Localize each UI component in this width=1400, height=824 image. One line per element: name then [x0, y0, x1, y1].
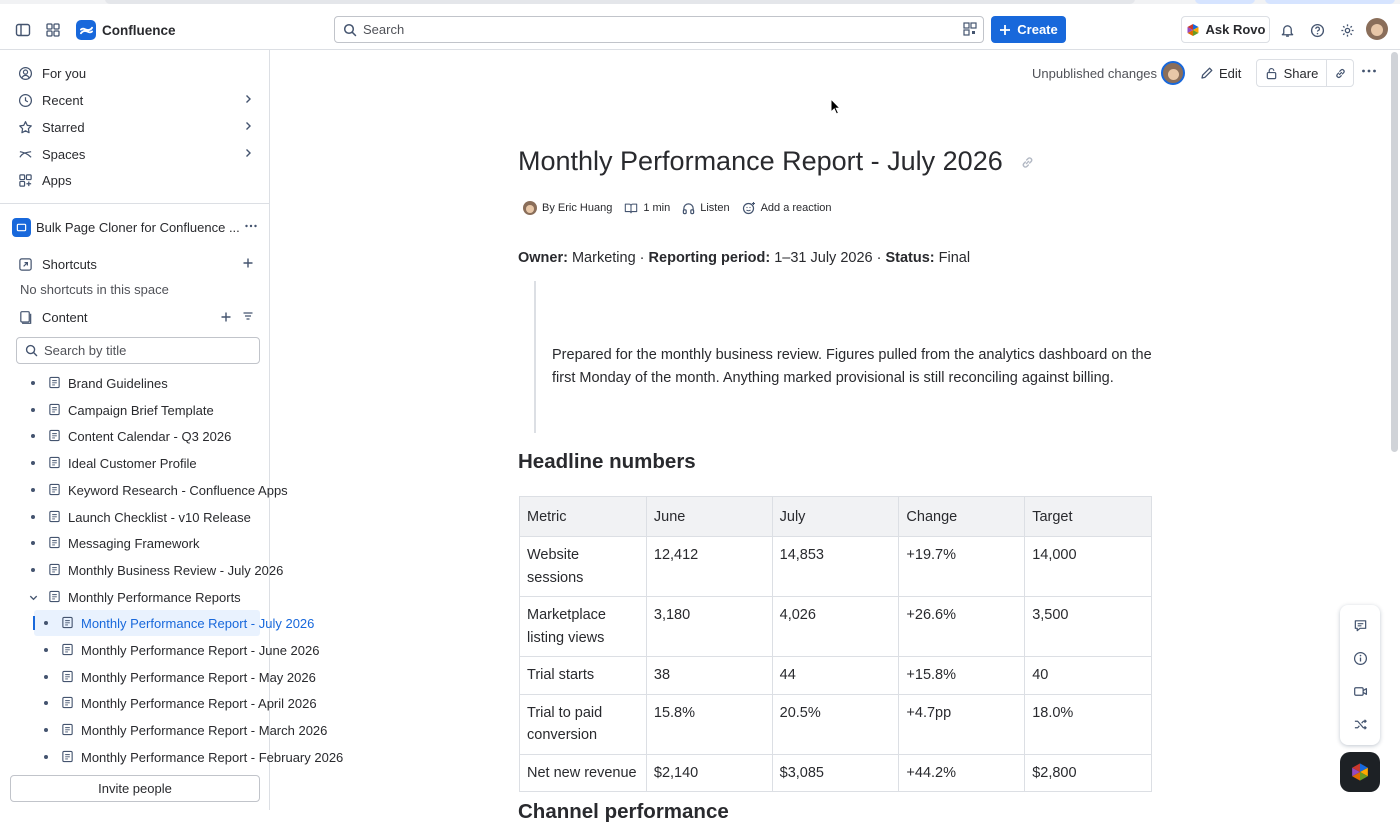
page-icon [48, 429, 61, 445]
sidebar-tree-item[interactable] [0, 397, 260, 423]
table-cell: 4,026 [772, 597, 899, 657]
table-cell: Trial starts [520, 657, 647, 695]
tree-item-label: Monthly Performance Report - July 2026 [81, 616, 315, 632]
table-cell: 20.5% [772, 694, 899, 754]
tree-bullet [44, 728, 48, 732]
video-icon[interactable] [1350, 681, 1370, 701]
page-icon [48, 536, 61, 552]
sidebar-item-apps[interactable] [8, 167, 258, 193]
page-icon [61, 750, 74, 766]
table-row [520, 657, 1152, 695]
table-cell: $3,085 [772, 754, 899, 792]
table-cell: 14,000 [1025, 537, 1152, 597]
table-header-cell: Target [1025, 497, 1152, 537]
read-time [624, 202, 670, 215]
browser-tab-strip [0, 0, 1400, 4]
blockquote [534, 281, 1154, 433]
sidebar-tree-item[interactable] [0, 504, 260, 530]
page-icon [48, 456, 61, 472]
tree-bullet [31, 461, 35, 465]
lock-open-icon [1265, 67, 1278, 80]
tree-item-label: Campaign Brief Template [68, 402, 214, 418]
sidebar-tree-item[interactable] [0, 370, 260, 396]
table-cell: 3,500 [1025, 597, 1152, 657]
page-icon [61, 723, 74, 739]
table-body [520, 537, 1152, 792]
section-heading-channel: Channel performance [518, 800, 729, 823]
table-row [520, 537, 1152, 597]
chevron-right-icon[interactable] [242, 120, 254, 132]
page-icon [48, 510, 61, 526]
sidebar-toggle-icon[interactable] [12, 19, 34, 41]
filter-scan-icon[interactable] [963, 22, 977, 36]
top-navigation [0, 10, 1400, 50]
share-label: Share [1283, 65, 1319, 81]
more-options-icon[interactable] [244, 219, 258, 233]
app-switcher-icon[interactable] [42, 19, 64, 41]
period-key: Reporting period: [648, 250, 771, 266]
filter-icon[interactable] [242, 310, 254, 322]
table-cell: 14,853 [772, 537, 899, 597]
table-row [520, 754, 1152, 792]
editor-avatar[interactable] [1161, 61, 1185, 85]
invite-people-button[interactable]: Invite people [10, 775, 260, 802]
table-cell: 18.0% [1025, 694, 1152, 754]
read-time-text: 1 min [643, 202, 671, 214]
browser-tab-pill [1265, 0, 1395, 4]
add-content-plus-icon[interactable] [220, 311, 232, 323]
page-icon [48, 376, 61, 392]
tree-item-label: Ideal Customer Profile [68, 456, 197, 472]
tree-bullet [44, 648, 48, 652]
create-button[interactable] [991, 16, 1066, 43]
tree-item-label: Monthly Performance Report - April 2026 [81, 696, 317, 712]
period-value: 1–31 July 2026 · [770, 250, 886, 266]
tree-item-label: Content Calendar - Q3 2026 [68, 429, 232, 445]
sidebar-tree-child-item[interactable] [0, 744, 344, 770]
table-cell: Trial to paid conversion [520, 694, 647, 754]
more-actions-icon[interactable] [1361, 63, 1377, 79]
tree-bullet [44, 755, 48, 759]
sidebar-item-label: Apps [42, 172, 72, 188]
page-icon [61, 670, 74, 686]
browser-tab-pill [1195, 0, 1255, 4]
comments-icon[interactable] [1350, 615, 1370, 635]
search-icon [343, 23, 357, 37]
sidebar-item-starred[interactable] [8, 114, 258, 140]
tree-item-label: Keyword Research - Confluence Apps [68, 482, 288, 498]
page-icon [61, 696, 74, 712]
person-circle-icon [14, 66, 36, 81]
confluence-logo[interactable] [76, 19, 176, 41]
sidebar-item-recent[interactable] [8, 87, 258, 113]
space-header[interactable] [12, 216, 260, 238]
sidebar-tree-item[interactable] [0, 477, 288, 503]
tree-bullet [44, 621, 48, 625]
sidebar-tree-child-item[interactable] [0, 690, 317, 716]
status-value: Final [934, 250, 971, 266]
tree-bullet [44, 701, 48, 705]
listen-text: Listen [700, 202, 730, 214]
chevron-right-icon[interactable] [242, 93, 254, 105]
table-row [520, 694, 1152, 754]
table-cell: +15.8% [899, 657, 1025, 695]
pencil-icon [1200, 66, 1214, 80]
tree-item-label: Monthly Business Review - July 2026 [68, 562, 284, 578]
no-shortcuts-text: No shortcuts in this space [20, 282, 169, 297]
browser-address-pill [105, 0, 1135, 4]
author-byline[interactable] [523, 201, 612, 215]
title-link-icon[interactable] [1020, 155, 1035, 170]
tree-bullet [31, 408, 35, 412]
link-icon [1334, 67, 1347, 80]
search-input[interactable] [363, 22, 943, 37]
sidebar-item-content[interactable] [8, 304, 258, 330]
table-cell: Marketplace listing views [520, 597, 647, 657]
tree-item-label: Monthly Performance Report - May 2026 [81, 669, 316, 685]
tree-bullet [31, 488, 35, 492]
sidebar-tree-item[interactable] [0, 423, 260, 449]
sidebar-item-label: Spaces [42, 146, 86, 162]
tree-bullet [31, 515, 35, 519]
tree-bullet [31, 541, 35, 545]
mouse-cursor-icon [830, 98, 842, 115]
app-name: Confluence [102, 22, 176, 38]
table-cell: +4.7pp [899, 694, 1025, 754]
table-cell: +19.7% [899, 537, 1025, 597]
active-indicator [33, 616, 35, 630]
tree-item-label: Monthly Performance Reports [68, 589, 241, 605]
tree-bullet [44, 675, 48, 679]
page-title-text: Monthly Performance Report - July 2026 [518, 146, 1003, 176]
sidebar-item-shortcuts[interactable] [8, 251, 258, 277]
global-search[interactable] [334, 16, 984, 43]
quote-text: Prepared for the monthly business review. Figures pulled from the analytics dashboard on the first Monday of the month. Anything marked provisional is still reconciling against billing. [552, 347, 1152, 386]
table-cell: 12,412 [646, 537, 772, 597]
tree-item-label: Brand Guidelines [68, 376, 168, 391]
author-avatar [523, 201, 537, 215]
confluence-logo-icon [76, 20, 96, 40]
sidebar-item-label: Starred [42, 119, 85, 135]
chevron-down-icon[interactable] [28, 592, 39, 603]
shuffle-icon[interactable] [1350, 714, 1370, 734]
content-pages-icon [14, 310, 36, 325]
smiley-add-icon [742, 201, 756, 215]
table-cell: Net new revenue [520, 754, 647, 792]
table-row [520, 597, 1152, 657]
page-icon [48, 590, 61, 606]
sidebar-tree-child-item[interactable] [0, 717, 328, 743]
page-metadata-line [518, 250, 970, 266]
search-by-title[interactable] [16, 337, 260, 364]
table-header-cell: June [646, 497, 772, 537]
create-label: Create [1017, 22, 1058, 37]
plus-icon [999, 24, 1011, 36]
shortcuts-link-icon [14, 257, 36, 272]
settings-gear-icon[interactable] [1336, 19, 1358, 41]
page-icon [61, 643, 74, 659]
side-tools-panel [1340, 605, 1380, 745]
search-by-title-input[interactable] [44, 343, 244, 358]
edit-label: Edit [1219, 65, 1242, 81]
tree-bullet [31, 568, 35, 572]
rovo-icon [1350, 762, 1370, 782]
sidebar-tree-item[interactable] [0, 450, 260, 476]
sidebar-item-label: For you [42, 65, 87, 81]
table-cell: Website sessions [520, 537, 647, 597]
table-cell: $2,800 [1025, 754, 1152, 792]
tree-item-label: Messaging Framework [68, 536, 200, 552]
tree-item-label: Monthly Performance Report - June 2026 [81, 643, 320, 658]
headphones-icon [682, 202, 695, 215]
chevron-right-icon[interactable] [242, 147, 254, 159]
space-name: Bulk Page Cloner for Confluence ... [36, 219, 240, 235]
search-icon [25, 344, 38, 357]
page-icon [48, 483, 61, 499]
sidebar [0, 50, 344, 810]
author-name: By Eric Huang [542, 202, 613, 214]
apps-icon [14, 173, 36, 188]
page-icon [48, 403, 61, 419]
table-cell: 3,180 [646, 597, 772, 657]
add-shortcut-plus-icon[interactable] [242, 257, 254, 269]
owner-key: Owner: [518, 250, 568, 266]
add-reaction-button[interactable] [742, 201, 832, 215]
share-group [1256, 59, 1354, 87]
user-avatar[interactable] [1366, 18, 1388, 40]
sidebar-tree-child-item[interactable] [0, 664, 316, 690]
page-icon [61, 616, 74, 632]
ask-rovo-button[interactable] [1181, 16, 1270, 43]
help-icon[interactable] [1306, 19, 1328, 41]
table-cell: 40 [1025, 657, 1152, 695]
tree-bullet [31, 381, 35, 385]
page-content [271, 50, 1400, 823]
book-icon [624, 202, 638, 215]
sidebar-item-for-you[interactable] [8, 60, 258, 86]
table-cell: 38 [646, 657, 772, 695]
rovo-chat-button[interactable] [1340, 752, 1380, 792]
table-cell: +26.6% [899, 597, 1025, 657]
edit-button[interactable] [1200, 61, 1246, 85]
divider [0, 203, 270, 204]
sidebar-tree-item[interactable] [0, 584, 260, 610]
table-header-cell: Metric [520, 497, 647, 537]
rovo-icon [1186, 23, 1200, 37]
sidebar-item-label: Recent [42, 92, 84, 108]
copy-link-button[interactable] [1327, 60, 1353, 86]
unpublished-changes-label[interactable]: Unpublished changes [1032, 66, 1158, 81]
add-reaction-text: Add a reaction [760, 202, 832, 214]
shortcuts-label: Shortcuts [42, 256, 97, 272]
page-scrollbar[interactable] [1391, 52, 1398, 452]
tree-item-label: Launch Checklist - v10 Release [68, 509, 251, 525]
headline-metrics-table [519, 496, 1152, 792]
table-header-cell: July [772, 497, 899, 537]
notifications-bell-icon[interactable] [1276, 19, 1298, 41]
sidebar-tree-child-item[interactable] [0, 637, 320, 663]
tree-item-label: Monthly Performance Report - February 2026 [81, 749, 344, 765]
clock-icon [14, 93, 36, 108]
share-button[interactable] [1257, 60, 1327, 86]
listen-button[interactable] [682, 202, 729, 215]
page-icon [48, 563, 61, 579]
space-icon [12, 218, 31, 237]
sidebar-tree-item[interactable] [0, 530, 260, 556]
tree-item-label: Monthly Performance Report - March 2026 [81, 723, 328, 739]
table-header-row [520, 497, 1152, 537]
section-heading-headline: Headline numbers [518, 450, 696, 473]
info-icon[interactable] [1350, 648, 1370, 668]
table-cell: $2,140 [646, 754, 772, 792]
table-cell: +44.2% [899, 754, 1025, 792]
tree-bullet [31, 434, 35, 438]
content-label: Content [42, 309, 88, 325]
ask-rovo-label: Ask Rovo [1205, 22, 1266, 37]
table-cell: 15.8% [646, 694, 772, 754]
spaces-icon [14, 147, 36, 162]
sidebar-tree-child-item[interactable] [34, 610, 315, 636]
sidebar-tree-item[interactable] [0, 557, 284, 583]
page-byline [523, 200, 844, 216]
sidebar-item-spaces[interactable] [8, 141, 258, 167]
page-title [518, 146, 1035, 177]
status-key: Status: [885, 250, 935, 266]
table-cell: 44 [772, 657, 899, 695]
owner-value: Marketing · [567, 250, 649, 266]
star-icon [14, 120, 36, 135]
table-header-cell: Change [899, 497, 1025, 537]
